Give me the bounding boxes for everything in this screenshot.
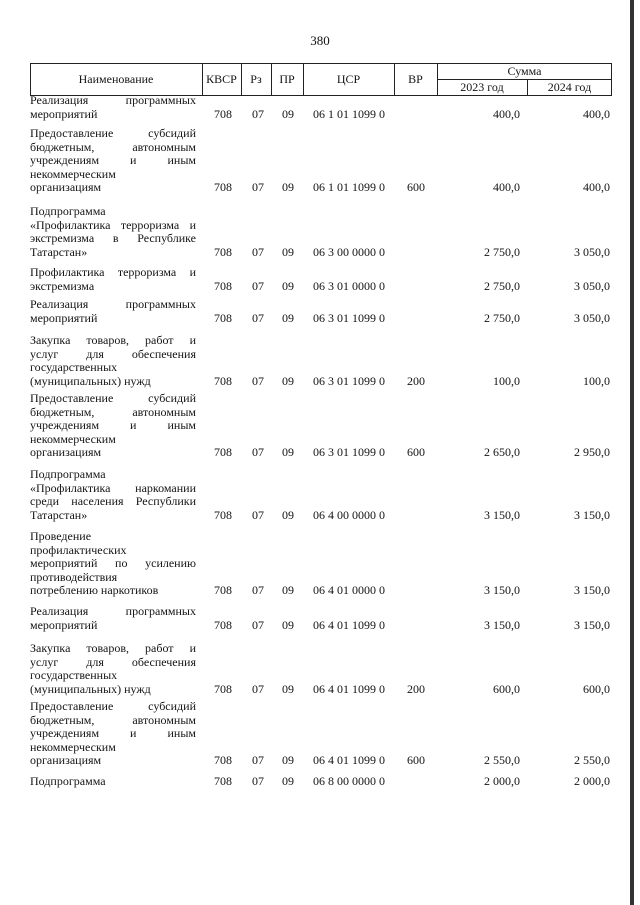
header-pr: ПР — [279, 72, 295, 86]
row-name-line: Проведение — [30, 529, 92, 543]
table-row — [30, 468, 630, 522]
cell-pr: 09 — [282, 106, 294, 121]
cell-rz: 07 — [252, 106, 264, 121]
cell-y2024: 400,0 — [583, 180, 610, 195]
cell-y2024: 3 050,0 — [574, 278, 610, 293]
cell-y2023: 3 150,0 — [484, 507, 520, 522]
cell-kvsr: 708 — [214, 244, 232, 259]
row-name — [30, 94, 196, 121]
row-name-line: учреждениям и иным — [30, 153, 196, 168]
header-2023: 2023 год — [460, 80, 504, 94]
cell-y2023: 400,0 — [493, 106, 520, 121]
header-rz: Рз — [250, 72, 262, 86]
row-name-line: услуг для обеспечения — [30, 346, 196, 361]
cell-rz: 07 — [252, 244, 264, 259]
cell-kvsr: 708 — [214, 106, 232, 121]
row-name-line: некоммерческим — [30, 166, 116, 181]
table-row — [30, 94, 630, 121]
row-name — [30, 700, 196, 768]
cell-kvsr: 708 — [214, 774, 232, 788]
cell-vr: 600 — [407, 753, 425, 768]
row-name-line: организациям — [30, 180, 102, 195]
header-vr: ВР — [408, 72, 423, 86]
cell-csr: 06 3 01 1099 0 — [313, 445, 385, 460]
cell-rz: 07 — [252, 753, 264, 768]
cell-pr: 09 — [282, 774, 294, 788]
table-row — [30, 530, 630, 598]
row-name-line: учреждениям и иным — [30, 726, 196, 741]
cell-vr: 200 — [407, 373, 425, 388]
row-name-line: Подпрограмма — [30, 204, 106, 218]
header-sum: Сумма — [507, 63, 542, 78]
cell-csr: 06 4 01 1099 0 — [313, 681, 385, 696]
row-name — [30, 266, 196, 293]
cell-pr: 09 — [282, 617, 294, 632]
cell-y2024: 2 550,0 — [574, 753, 610, 768]
cell-y2024: 3 050,0 — [574, 244, 610, 259]
row-name-line: профилактических — [30, 542, 127, 557]
row-name — [30, 127, 196, 195]
row-name-line: Закупка товаров, работ и — [30, 641, 196, 655]
cell-rz: 07 — [252, 583, 264, 598]
row-name-line: Профилактика терроризма и — [30, 265, 196, 279]
page-number: 380 — [310, 33, 330, 48]
cell-y2023: 100,0 — [493, 373, 520, 388]
scan-edge — [630, 0, 634, 905]
cell-y2024: 2 000,0 — [574, 774, 610, 788]
row-name-line: Реализация программных — [30, 297, 196, 311]
cell-rz: 07 — [252, 617, 264, 632]
cell-csr: 06 4 01 0000 0 — [313, 583, 385, 598]
cell-vr: 200 — [407, 681, 425, 696]
cell-vr: 600 — [407, 180, 425, 195]
cell-y2024: 3 150,0 — [574, 507, 610, 522]
cell-pr: 09 — [282, 180, 294, 195]
row-name-line: Татарстан» — [30, 507, 88, 522]
cell-csr: 06 4 00 0000 0 — [313, 507, 385, 522]
cell-rz: 07 — [252, 681, 264, 696]
row-name — [30, 642, 196, 696]
cell-kvsr: 708 — [214, 507, 232, 522]
row-name-line: организациям — [30, 753, 102, 768]
row-name-line: (муниципальных) нужд — [30, 373, 151, 388]
cell-y2023: 2 750,0 — [484, 278, 520, 293]
cell-y2024: 3 050,0 — [574, 310, 610, 325]
row-name-line: экстремизма — [30, 278, 95, 293]
cell-kvsr: 708 — [214, 753, 232, 768]
row-name — [30, 605, 196, 632]
row-name-line: Татарстан» — [30, 244, 88, 259]
row-name-line: Реализация программных — [30, 93, 196, 107]
cell-rz: 07 — [252, 278, 264, 293]
cell-csr: 06 4 01 1099 0 — [313, 617, 385, 632]
cell-vr: 600 — [407, 445, 425, 460]
row-name — [30, 530, 196, 598]
cell-rz: 07 — [252, 373, 264, 388]
table-row — [30, 642, 630, 696]
row-name-line: Закупка товаров, работ и — [30, 333, 196, 347]
cell-y2024: 400,0 — [583, 106, 610, 121]
row-name-line: Реализация программных — [30, 604, 196, 618]
header-csr: ЦСР — [336, 72, 361, 86]
row-name — [30, 468, 196, 522]
cell-y2023: 3 150,0 — [484, 583, 520, 598]
cell-pr: 09 — [282, 753, 294, 768]
cell-pr: 09 — [282, 373, 294, 388]
header-name: Наименование — [78, 72, 154, 86]
row-name-line: Предоставление субсидий — [30, 391, 196, 405]
cell-csr: 06 4 01 1099 0 — [313, 753, 385, 768]
cell-y2023: 2 650,0 — [484, 445, 520, 460]
table-row — [30, 334, 630, 388]
table-row — [30, 127, 630, 195]
row-name-line: среди населения Республики — [30, 494, 196, 509]
table-row — [30, 392, 630, 460]
row-name-line: противодействия — [30, 569, 118, 584]
row-name-line: организациям — [30, 445, 102, 460]
row-name-line: мероприятий по усилению — [30, 556, 196, 571]
cell-y2024: 2 950,0 — [574, 445, 610, 460]
row-name — [30, 298, 196, 325]
row-name — [30, 392, 196, 460]
row-name-line: мероприятий — [30, 310, 98, 325]
row-name-line: Подпрограмма — [30, 774, 106, 788]
table-row — [30, 266, 630, 293]
cell-kvsr: 708 — [214, 373, 232, 388]
cell-pr: 09 — [282, 507, 294, 522]
row-name-line: государственных — [30, 360, 118, 375]
cell-y2024: 3 150,0 — [574, 617, 610, 632]
cell-csr: 06 1 01 1099 0 — [313, 180, 385, 195]
table-row — [30, 205, 630, 259]
table-row — [30, 605, 630, 632]
row-name-line: бюджетным, автономным — [30, 712, 196, 727]
cell-y2024: 600,0 — [583, 681, 610, 696]
cell-rz: 07 — [252, 180, 264, 195]
row-name-line: мероприятий — [30, 617, 98, 632]
row-name-line: бюджетным, автономным — [30, 139, 196, 154]
row-name-line: бюджетным, автономным — [30, 404, 196, 419]
row-name — [30, 205, 196, 259]
row-name-line: государственных — [30, 668, 118, 683]
cell-pr: 09 — [282, 445, 294, 460]
cell-csr: 06 3 01 1099 0 — [313, 373, 385, 388]
cell-kvsr: 708 — [214, 310, 232, 325]
table-header — [30, 63, 612, 96]
row-name-line: некоммерческим — [30, 431, 116, 446]
cell-y2023: 400,0 — [493, 180, 520, 195]
row-name-line: (муниципальных) нужд — [30, 681, 151, 696]
table-row — [30, 700, 630, 768]
cell-y2023: 2 750,0 — [484, 244, 520, 259]
cell-kvsr: 708 — [214, 278, 232, 293]
cell-y2023: 3 150,0 — [484, 617, 520, 632]
cell-rz: 07 — [252, 507, 264, 522]
row-name-line: потреблению наркотиков — [30, 583, 159, 598]
row-name-line: услуг для обеспечения — [30, 654, 196, 669]
cell-csr: 06 1 01 1099 0 — [313, 106, 385, 121]
header-2024: 2024 год — [547, 80, 592, 94]
cell-csr: 06 8 00 0000 0 — [313, 774, 385, 788]
cell-kvsr: 708 — [214, 445, 232, 460]
cell-y2023: 600,0 — [493, 681, 520, 696]
cell-csr: 06 3 01 0000 0 — [313, 278, 385, 293]
row-name-line: Подпрограмма — [30, 467, 106, 481]
cell-y2023: 2 750,0 — [484, 310, 520, 325]
cell-y2023: 2 000,0 — [484, 774, 520, 788]
cell-pr: 09 — [282, 278, 294, 293]
row-name-line: мероприятий — [30, 106, 98, 121]
cell-y2024: 100,0 — [583, 373, 610, 388]
row-name-line: учреждениям и иным — [30, 418, 196, 433]
cell-y2024: 3 150,0 — [574, 583, 610, 598]
row-name — [30, 775, 196, 789]
cell-kvsr: 708 — [214, 583, 232, 598]
cell-kvsr: 708 — [214, 681, 232, 696]
cell-y2023: 2 550,0 — [484, 753, 520, 768]
table-row — [30, 298, 630, 325]
cell-pr: 09 — [282, 583, 294, 598]
cell-rz: 07 — [252, 445, 264, 460]
cell-csr: 06 3 00 0000 0 — [313, 244, 385, 259]
row-name-line: Предоставление субсидий — [30, 699, 196, 713]
cell-pr: 09 — [282, 310, 294, 325]
cell-kvsr: 708 — [214, 617, 232, 632]
cell-csr: 06 3 01 1099 0 — [313, 310, 385, 325]
header-kvsr: КВСР — [206, 72, 237, 86]
row-name — [30, 334, 196, 388]
table-row — [30, 775, 630, 789]
row-name-line: «Профилактика терроризма и — [30, 217, 196, 232]
cell-kvsr: 708 — [214, 180, 232, 195]
cell-pr: 09 — [282, 244, 294, 259]
row-name-line: Предоставление субсидий — [30, 126, 196, 140]
cell-rz: 07 — [252, 774, 264, 788]
cell-rz: 07 — [252, 310, 264, 325]
cell-pr: 09 — [282, 681, 294, 696]
row-name-line: экстремизма в Республике — [30, 231, 196, 246]
row-name-line: «Профилактика наркомании — [30, 480, 196, 495]
row-name-line: некоммерческим — [30, 739, 116, 754]
